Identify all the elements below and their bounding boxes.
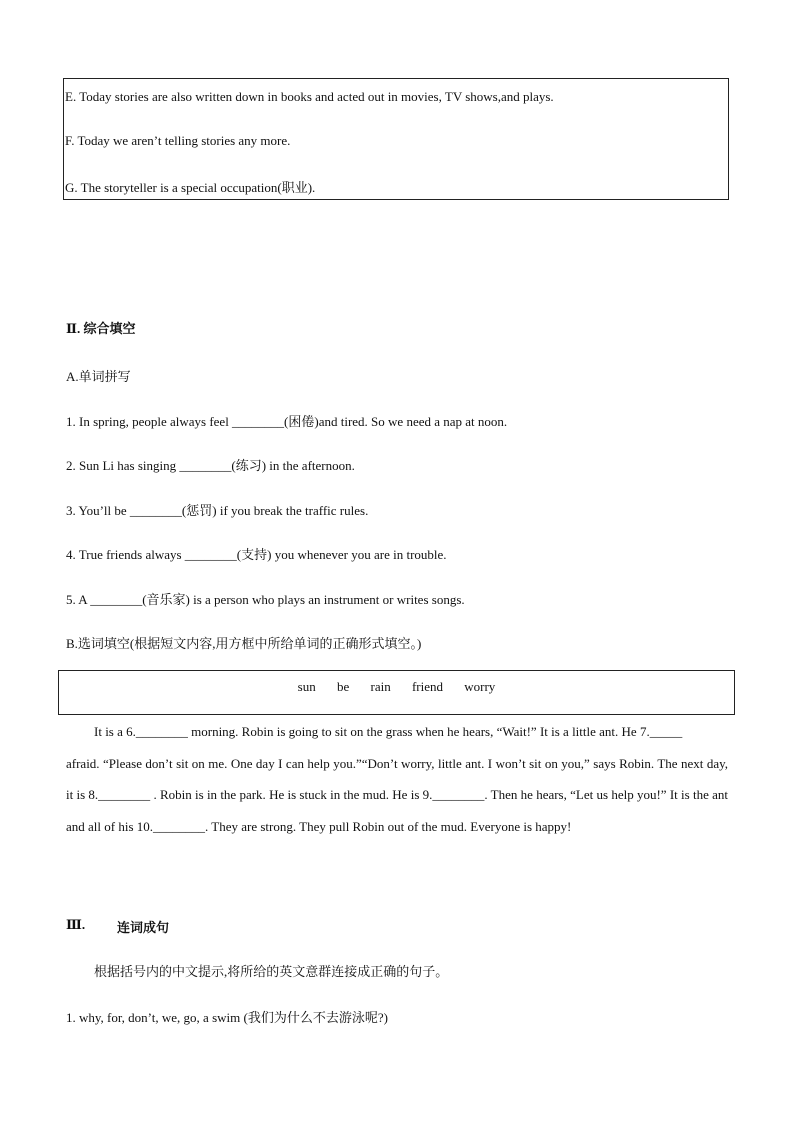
spelling-item-2: 2. Sun Li has singing ________(练习) in the afternoon. [66,458,355,473]
section3-heading: 连词成句 [117,920,170,935]
passage-first-line: It is a 6.________ morning. Robin is going to sit on the grass when he hears, “Wait!” It is a little ant. He 7._____ [94,724,683,739]
option-g: G. The storyteller is a special occupation(职业). [65,180,316,195]
passage-rest: afraid. “Please don’t sit on me. One day I can help you.”“Don’t worry, little ant. I won’t sit on you,” says Robin. The next day, it is 8.________ . Robin is in the park. He is stuck in the mud. He is 9.________. Then he hears, “Let us help you!” It is the ant and all of his 10.________. They are strong. They pull Robin out of the mud. Everyone is happy! [66,755,728,834]
option-e: E. Today stories are also written down in books and acted out in movies, TV shows,and plays. [65,89,554,104]
section2-heading: Ⅱ. 综合填空 [66,321,136,336]
spelling-item-3: 3. You’ll be ________(惩罚) if you break the traffic rules. [66,503,369,518]
word-box [58,670,735,715]
section3-heading-number: Ⅲ. [66,917,86,932]
spelling-item-1: 1. In spring, people always feel ________(困倦)and tired. So we need a nap at noon. [66,414,508,429]
options-box [63,78,729,200]
part-b-title: B.选词填空(根据短文内容,用方框中所给单词的正确形式填空。) [66,636,422,651]
sentence-item-1: 1. why, for, don’t, we, go, a swim (我们为什么不去游泳呢?) [66,1010,388,1025]
spelling-item-4: 4. True friends always ________(支持) you whenever you are in trouble. [66,547,447,562]
section3-instruction: 根据括号内的中文提示,将所给的英文意群连接成正确的句子。 [94,964,449,979]
cloze-passage [66,716,728,842]
spelling-item-5: 5. A ________(音乐家) is a person who plays an instrument or writes songs. [66,592,465,607]
part-a-title: A.单词拼写 [66,369,131,384]
option-f: F. Today we aren’t telling stories any more. [65,133,291,148]
word-list: sun be rain friend worry [297,679,496,694]
